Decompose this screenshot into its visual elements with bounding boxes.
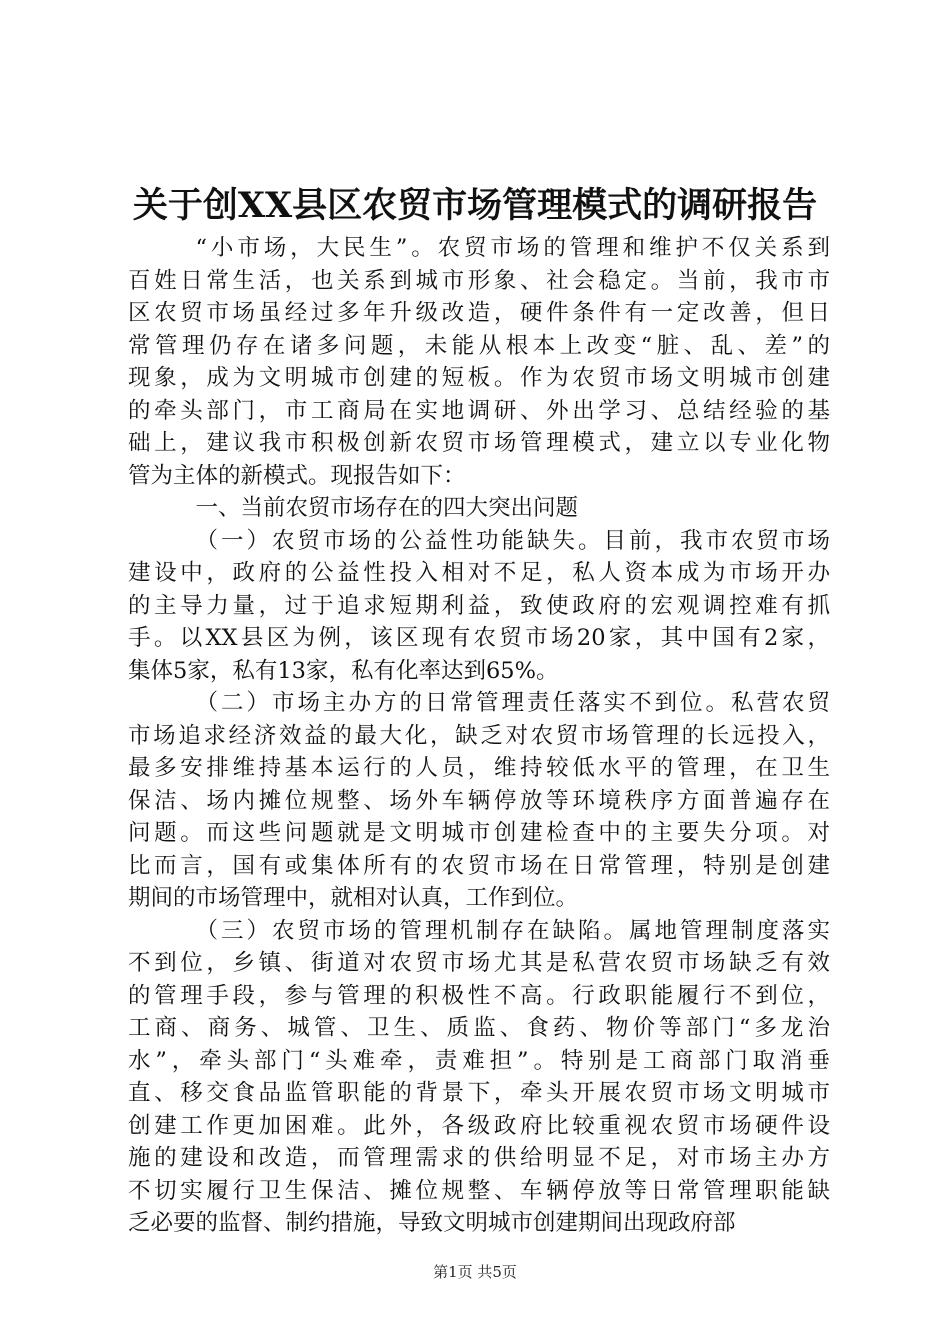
text-line: 创建工作更加困难。此外，各级政府比较重视农贸市场硬件设 — [128, 1112, 830, 1139]
text-line: 最多安排维持基本运行的人员，维持较低水平的管理，在卫生 — [128, 755, 830, 781]
text-line: “小市场，大民生”。农贸市场的管理和维护不仅关系到 — [195, 235, 830, 261]
text-line: 的牵头部门，市工商局在实地调研、外出学习、总结经验的基 — [128, 397, 830, 424]
text-line: 不切实履行卫生保洁、摊位规整、车辆停放等日常管理职能缺 — [128, 1177, 830, 1204]
paragraph — [128, 492, 830, 525]
text-line: 市场追求经济效益的最大化，缺乏对农贸市场管理的长远投入， — [128, 722, 830, 749]
text-line: 现象，成为文明城市创建的短板。作为农贸市场文明城市创建 — [128, 365, 830, 391]
text-line: （一）农贸市场的公益性功能缺失。目前，我市农贸市场 — [195, 527, 830, 554]
text-line: 水”，牵头部门“头难牵，责难担”。特别是工商部门取消垂 — [128, 1047, 830, 1074]
text-line: 区农贸市场虽经过多年升级改造，硬件条件有一定改善，但日 — [128, 300, 830, 326]
paragraph — [128, 232, 830, 492]
text-line: 问题。而这些问题就是文明城市创建检查中的主要失分项。对 — [128, 820, 830, 846]
text-line: 施的建设和改造，而管理需求的供给明显不足，对市场主办方 — [128, 1145, 830, 1171]
text-line: （三）农贸市场的管理机制存在缺陷。属地管理制度落实 — [195, 917, 830, 944]
document-body — [128, 232, 830, 1240]
text-line: 工商、商务、城管、卫生、质监、食药、物价等部门“多龙治 — [128, 1015, 830, 1041]
text-line: 础上，建议我市积极创新农贸市场管理模式，建立以专业化物 — [128, 430, 830, 456]
document-title: 关于创XX县区农贸市场管理模式的调研报告 — [132, 185, 818, 226]
text-line: 常管理仍存在诸多问题，未能从根本上改变“脏、乱、差”的 — [128, 332, 830, 359]
text-line: 的主导力量，过于追求短期利益，致使政府的宏观调控难有抓 — [128, 592, 830, 619]
text-line: 集体5家，私有13家，私有化率达到65%。 — [128, 657, 559, 684]
text-line: 直、移交食品监管职能的背景下，牵头开展农贸市场文明城市 — [128, 1080, 830, 1106]
text-line: 乏必要的监督、制约措施，导致文明城市创建期间出现政府部 — [128, 1210, 736, 1236]
text-line: 建设中，政府的公益性投入相对不足，私人资本成为市场开办 — [128, 560, 830, 586]
text-line: 的管理手段，参与管理的积极性不高。行政职能履行不到位， — [128, 982, 830, 1009]
text-line: （二）市场主办方的日常管理责任落实不到位。私营农贸 — [195, 690, 830, 716]
text-line: 保洁、场内摊位规整、场外车辆停放等环境秩序方面普遍存在 — [128, 787, 830, 814]
text-line: 期间的市场管理中，就相对认真，工作到位。 — [128, 885, 579, 911]
text-line: 百姓日常生活，也关系到城市形象、社会稳定。当前，我市市 — [128, 267, 830, 294]
text-line: 管为主体的新模式。现报告如下： — [128, 462, 466, 489]
text-line: 手。以XX县区为例，该区现有农贸市场20家，其中国有2家， — [128, 625, 830, 651]
paragraph — [128, 687, 830, 915]
text-line: 不到位，乡镇、街道对农贸市场尤其是私营农贸市场缺乏有效 — [128, 950, 830, 976]
paragraph — [128, 525, 830, 688]
page-footer: 第1页 共5页 — [433, 1263, 517, 1281]
text-line: 比而言，国有或集体所有的农贸市场在日常管理，特别是创建 — [128, 852, 830, 879]
paragraph — [128, 915, 830, 1240]
text-line: 一、当前农贸市场存在的四大突出问题 — [195, 495, 579, 521]
